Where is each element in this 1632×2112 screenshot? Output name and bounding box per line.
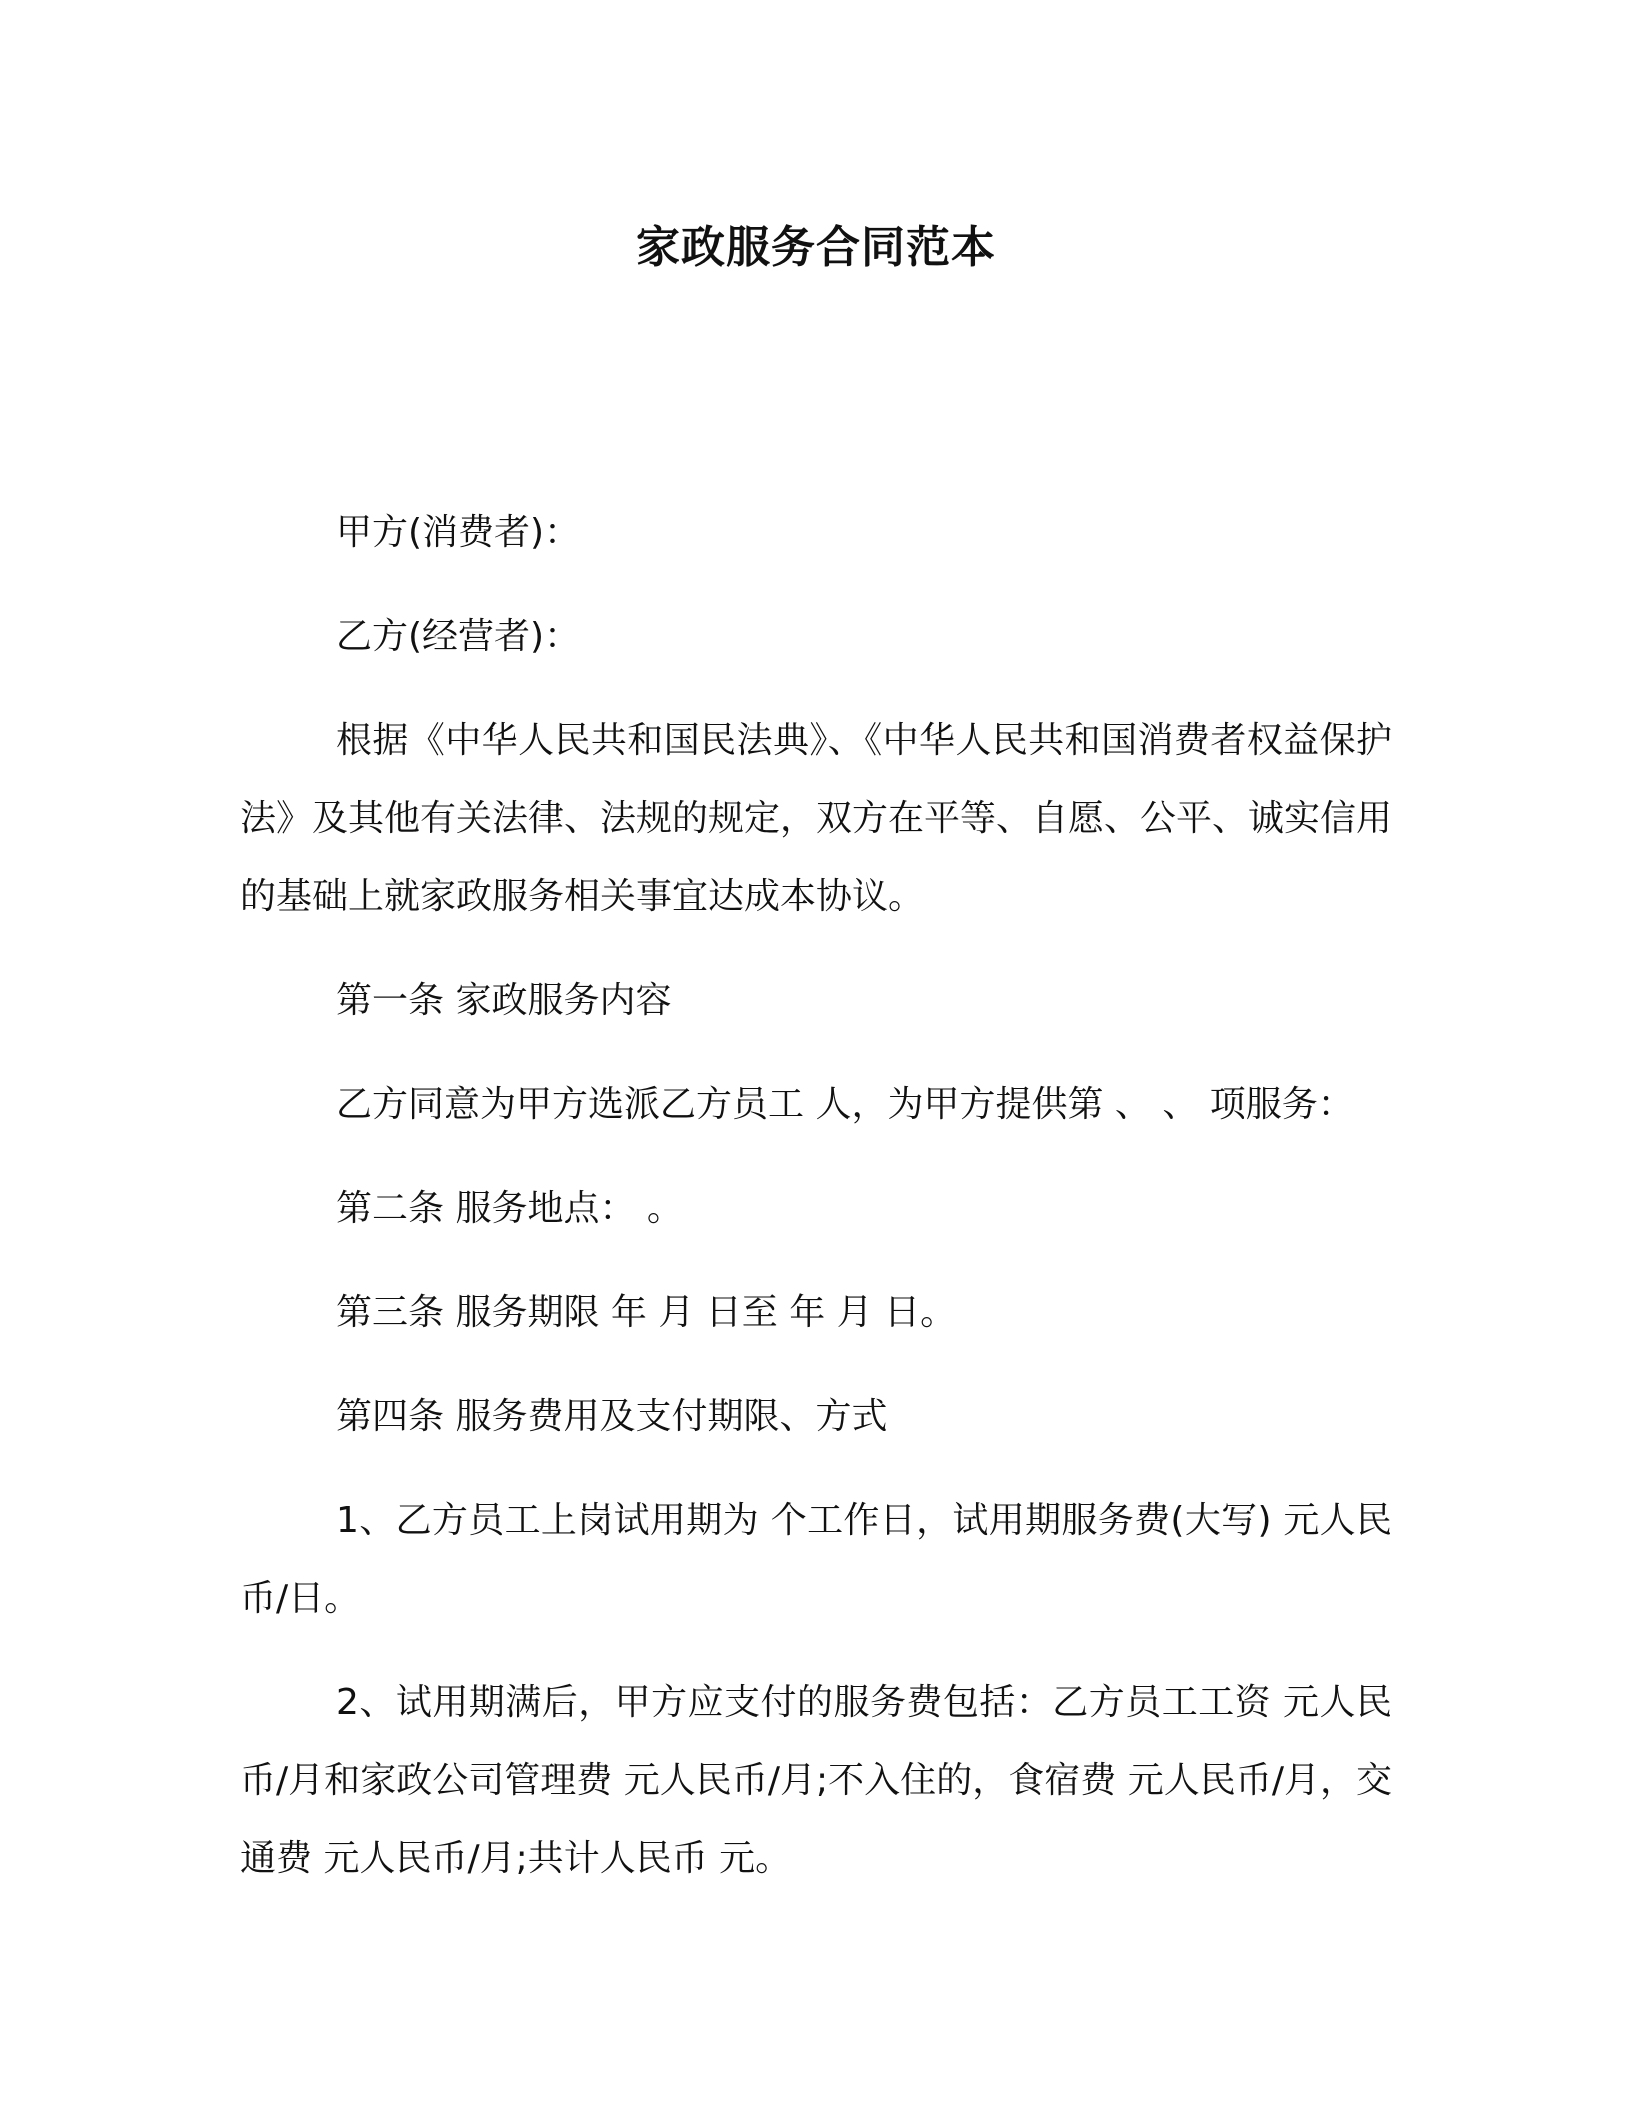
article-1-content: 乙方同意为甲方选派乙方员工 人，为甲方提供第 、 、 项服务： (336, 1084, 1354, 1125)
article-2: 第二条 服务地点： 。 (336, 1188, 683, 1229)
preamble-paragraph: 根据《中华人民共和国民法典》、《中华人民共和国消费者权益保护法》及其他有关法律、法规的规定，双方在平等、自愿、公平、诚实信用的基础上就家政服务相关事宜达成本协议。 (240, 720, 1393, 917)
document-title: 家政服务合同范本 (636, 222, 996, 273)
article-4-item-2: 2、试用期满后，甲方应支付的服务费包括：乙方员工工资 元人民币/月和家政公司管理费 元人民币/月;不入住的，食宿费 元人民币/月，交通费 元人民币/月;共计人民币 元。 (240, 1682, 1392, 1879)
article-1-heading: 第一条 家政服务内容 (336, 980, 672, 1021)
article-4-heading: 第四条 服务费用及支付期限、方式 (336, 1396, 888, 1437)
document-body (240, 494, 1392, 1924)
party-b-line: 乙方(经营者)： (336, 616, 581, 657)
article-3: 第三条 服务期限 年 月 日至 年 月 日。 (336, 1292, 957, 1333)
article-4-item-1: 1、乙方员工上岗试用期为 个工作日，试用期服务费(大写) 元人民币/日。 (240, 1500, 1392, 1619)
party-a-line: 甲方(消费者)： (336, 512, 581, 553)
